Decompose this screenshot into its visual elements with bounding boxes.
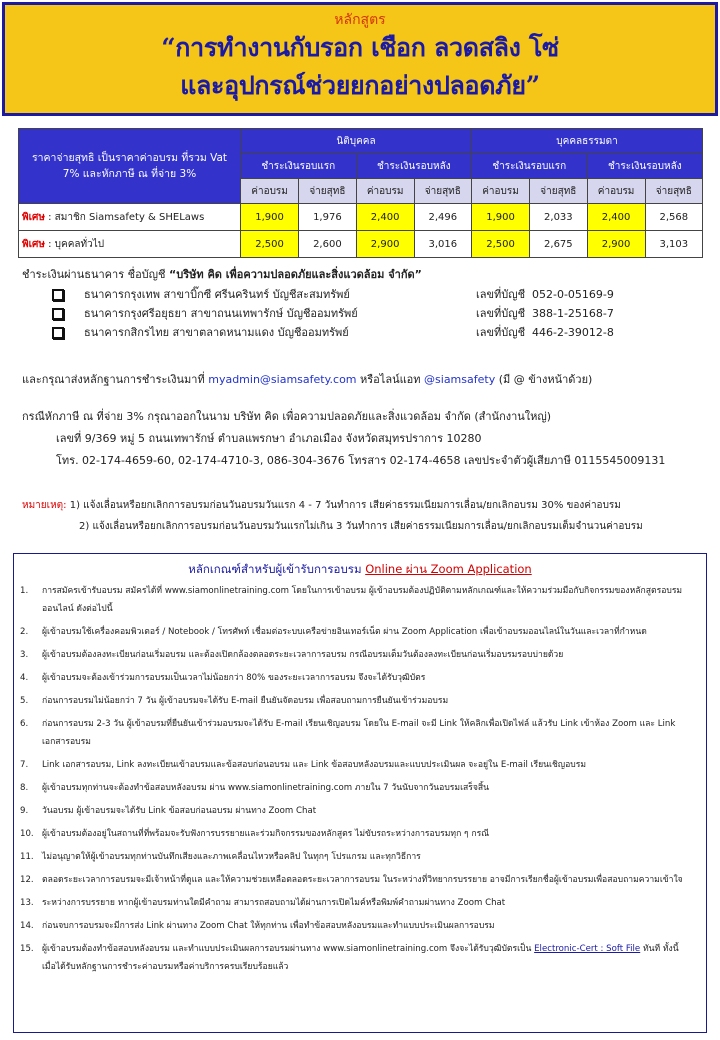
net-cell: 3,016 [414,231,471,258]
round-header: ชำระเงินรอบหลัง [587,154,702,179]
list-item: 2. ผู้เข้าอบรมใช้เครื่องคอมพิวเตอร์ / Notebook / โทรศัพท์ เชื่อมต่อระบบเครือข่ายอินเทอร์เน็ต ผ่าน Zoom Application เพื่อเข้าอบรมออนไลน์ในวันและเวลาที่กำหนด [20,627,647,637]
list-item: 6. ก่อนการอบรม 2-3 วัน ผู้เข้าอบรมที่ยืนยันเข้าร่วมอบรมจะได้รับ E-mail เรียนเชิญอบรม โดยใน E-mail จะมี Link ให้คลิกเพื่อเปิดไฟล์ แล้วรับ Link เข้าห้อง Zoom และ Link เอกสารอบรม [20,719,676,747]
fee-cell: 2,900 [587,231,645,258]
rules-title-link[interactable]: Online ผ่าน Zoom Application [365,562,532,576]
net-cell: 3,103 [645,231,702,258]
net-cell: 2,600 [299,231,356,258]
net-cell: 2,675 [530,231,587,258]
account-label: เลขที่บัญชี [476,288,526,301]
table-row [19,204,703,231]
account-number: 446-2-39012-8 [532,326,614,339]
rules-title: หลักเกณฑ์สำหรับผู้เข้ารับการอบรม Online ผ่าน Zoom Application [188,562,532,576]
course-kicker: หลักสูตร [334,12,386,28]
tax-info [22,406,712,472]
list-item: 4. ผู้เข้าอบรมจะต้องเข้าร่วมการอบรมเป็นเวลาไม่น้อยกว่า 80% ของระยะเวลาการอบรม จึงจะได้รับวุฒิบัตร [20,673,426,683]
fee-cell: 2,500 [241,231,299,258]
net-cell: 1,976 [299,204,356,231]
bank-name: ธนาคารกรุงศรีอยุธยา สาขาถนนเทพารักษ์ บัญชีออมทรัพย์ [84,307,358,320]
course-title-line1: “การทำงานกับรอก เชือก ลวดสลิง โซ่ [161,33,559,62]
bank-name: ธนาคารกรุงเทพ สาขาบิ๊กซี ศรีนครินทร์ บัญชีสะสมทรัพย์ [84,288,350,301]
round-header: ชำระเงินรอบแรก [241,154,357,179]
row-label: พิเศษ : สมาชิก Siamsafety & SHELaws [19,204,241,231]
row-label: พิเศษ : บุคคลทั่วไป [19,231,241,258]
round-header: ชำระเงินรอบหลัง [356,154,471,179]
col-header: จ่ายสุทธิ [530,179,587,204]
special-tag: พิเศษ [22,211,45,223]
checkbox-icon [52,308,64,320]
bank-name: ธนาคารกสิกรไทย สาขาตลาดหนามแดง บัญชีออมทรัพย์ [84,326,349,339]
group-header-individual: บุคคลธรรมดา [471,129,702,154]
fee-cell: 1,900 [241,204,299,231]
account-label: เลขที่บัญชี [476,326,526,339]
list-item: 1. การสมัครเข้ารับอบรม สมัครได้ที่ www.siamonlinetraining.com โดยในการเข้าอบรม ผู้เข้าอบรมต้องปฏิบัติตามหลักเกณฑ์และให้ความร่วมมือกับกิจกรรมของหลักสูตรอบรมออนไลน์ ดังต่อไปนี้ [20,586,683,614]
course-banner [2,2,718,116]
note-item: 2) แจ้งเลื่อนหรือยกเลิกการอบรมก่อนวันอบรมวันแรกไม่เกิน 3 วันทำการ เสียค่าธรรมเนียมการเลื่อน/ยกเลิกอบรมเต็มจำนวนค่าอบรม [79,521,643,532]
account-number: 052-0-05169-9 [532,288,614,301]
notes [22,495,712,537]
group-header-juristic: นิติบุคคล [241,129,472,154]
net-cell: 2,496 [414,204,471,231]
electronic-cert-link[interactable]: Electronic-Cert : Soft File [534,944,641,954]
course-title-line2: และอุปกรณ์ช่วยยกอย่างปลอดภัย” [180,71,540,100]
round-header: ชำระเงินรอบแรก [471,154,587,179]
email-link[interactable]: myadmin@siamsafety.com [208,373,357,386]
list-item: 11. ไม่อนุญาตให้ผู้เข้าอบรมทุกท่านบันทึกเสียงและภาพเคลื่อนไหวหรือคลิป ในทุกๆ โปรแกรม และทุกวิธีการ [20,852,421,862]
special-tag: พิเศษ [22,238,45,250]
col-header: จ่ายสุทธิ [645,179,702,204]
price-table-corner: ราคาจ่ายสุทธิ เป็นราคาค่าอบรม ที่รวม Vat 7% และหักภาษี ณ ที่จ่าย 3% [19,129,241,204]
notes-label: หมายเหตุ: [22,500,67,511]
checkbox-icon [52,289,64,301]
bank-account-row [22,323,712,342]
list-item: 5. ก่อนการอบรมไม่น้อยกว่า 7 วัน ผู้เข้าอบรมจะได้รับ E-mail ยืนยันจัดอบรม เพื่อสอบถามการยืนยันเข้าร่วมอบรม [20,696,449,706]
col-header: ค่าอบรม [587,179,645,204]
bank-account-row [22,285,712,304]
list-item: 12. ตลอดระยะเวลาการอบรมจะมีเจ้าหน้าที่ดูแล และให้ความช่วยเหลือตลอดระยะเวลาการอบรม ในระหว่างที่วิทยากรบรรยาย อาจมีการเรียกชื่อผู้เข้าอบรมเพื่อสอบถามความเข้าใจ [20,875,683,885]
list-item: 14. ก่อนจบการอบรมจะมีการส่ง Link ผ่านทาง Zoom Chat ให้ทุกท่าน เพื่อทำข้อสอบหลังอบรมและทำแบบประเมินผลการอบรม [20,921,495,931]
list-item: 3. ผู้เข้าอบรมต้องลงทะเบียนก่อนเริ่มอบรม และต้องเปิดกล้องตลอดระยะเวลาการอบรม กรณีอบรมเต็มวันต้องลงทะเบียนก่อนเริ่มอบรมรอบบ่ายด้วย [20,650,564,660]
fee-cell: 2,400 [587,204,645,231]
account-name: “บริษัท คิด เพื่อความปลอดภัยและสิ่งแวดล้อม จำกัด” [169,268,422,281]
rules-box [13,553,707,1033]
net-cell: 2,568 [645,204,702,231]
list-item: 13. ระหว่างการบรรยาย หากผู้เข้าอบรมท่านใดมีคำถาม สามารถสอบถามได้ผ่านการเปิดไมค์หรือพิมพ์คำถามผ่านทาง Zoom Chat [20,898,506,908]
fee-cell: 2,400 [356,204,414,231]
list-item: 8. ผู้เข้าอบรมทุกท่านจะต้องทำข้อสอบหลังอบรม ผ่าน www.siamonlinetraining.com ภายใน 7 วันนับจากวันอบรมเสร็จสิ้น [20,783,490,793]
col-header: ค่าอบรม [356,179,414,204]
list-item: 7. Link เอกสารอบรม, Link ลงทะเบียนเข้าอบรมและข้อสอบก่อนอบรม และ Link ข้อสอบหลังอบรมและแบบประเมินผล จะอยู่ใน E-mail เรียนเชิญอบรม [20,760,587,770]
payment-proof-line: และกรุณาส่งหลักฐานการชำระเงินมาที่ myadmin@siamsafety.com หรือไลน์แอท @siamsafety (มี @ ข้างหน้าด้วย) [22,373,593,386]
bank-intro: ชำระเงินผ่านธนาคาร ชื่อบัญชี “บริษัท คิด เพื่อความปลอดภัยและสิ่งแวดล้อม จำกัด” [22,268,422,281]
account-number: 388-1-25168-7 [532,307,614,320]
col-header: ค่าอบรม [241,179,299,204]
note-item: หมายเหตุ: 1) แจ้งเลื่อนหรือยกเลิกการอบรมก่อนวันอบรมวันแรก 4 - 7 วันทำการ เสียค่าธรรมเนียมการเลื่อน/ยกเลิกอบรม 30% ของค่าอบรม [22,500,621,511]
fee-cell: 2,500 [471,231,529,258]
rules-list [14,582,706,976]
tax-line-1: กรณีหักภาษี ณ ที่จ่าย 3% กรุณาออกในนาม บริษัท คิด เพื่อความปลอดภัยและสิ่งแวดล้อม จำกัด (สำนักงานใหญ่) [22,410,552,423]
bank-section [22,265,712,342]
tax-contact: โทร. 02-174-4659-60, 02-174-4710-3, 086-304-3676 โทรสาร 02-174-4658 เลขประจำตัวผู้เสียภาษี 0115545009131 [56,454,666,467]
account-label: เลขที่บัญชี [476,307,526,320]
list-item: 10. ผู้เข้าอบรมต้องอยู่ในสถานที่ที่พร้อมจะรับฟังการบรรยายและร่วมกิจกรรมของหลักสูตร ไม่ขับรถระหว่างการอบรมทุก ๆ กรณี [20,829,490,839]
table-row [19,231,703,258]
bank-account-row [22,304,712,323]
price-table [18,128,703,258]
col-header: จ่ายสุทธิ [299,179,356,204]
list-item: 15. ผู้เข้าอบรมต้องทำข้อสอบหลังอบรม และทำแบบประเมินผลการอบรมผ่านทาง www.siamonlinetraining.com จึงจะได้รับวุฒิบัตรเป็น Electronic-Cert : Soft File ทันที ทั้งนี้ เมื่อได้รับหลักฐานการชำระค่าอบรมหรือค่าบริการครบเรียบร้อยแล้ว [20,944,679,972]
checkbox-icon [52,327,64,339]
net-cell: 2,033 [530,204,587,231]
tax-address: เลขที่ 9/369 หมู่ 5 ถนนเทพารักษ์ ตำบลแพรกษา อำเภอเมือง จังหวัดสมุทรปราการ 10280 [56,432,482,445]
col-header: ค่าอบรม [471,179,529,204]
fee-cell: 2,900 [356,231,414,258]
col-header: จ่ายสุทธิ [414,179,471,204]
fee-cell: 1,900 [471,204,529,231]
line-id-link[interactable]: @siamsafety [424,373,496,386]
list-item: 9. วันอบรม ผู้เข้าอบรมจะได้รับ Link ข้อสอบก่อนอบรม ผ่านทาง Zoom Chat [20,806,317,816]
